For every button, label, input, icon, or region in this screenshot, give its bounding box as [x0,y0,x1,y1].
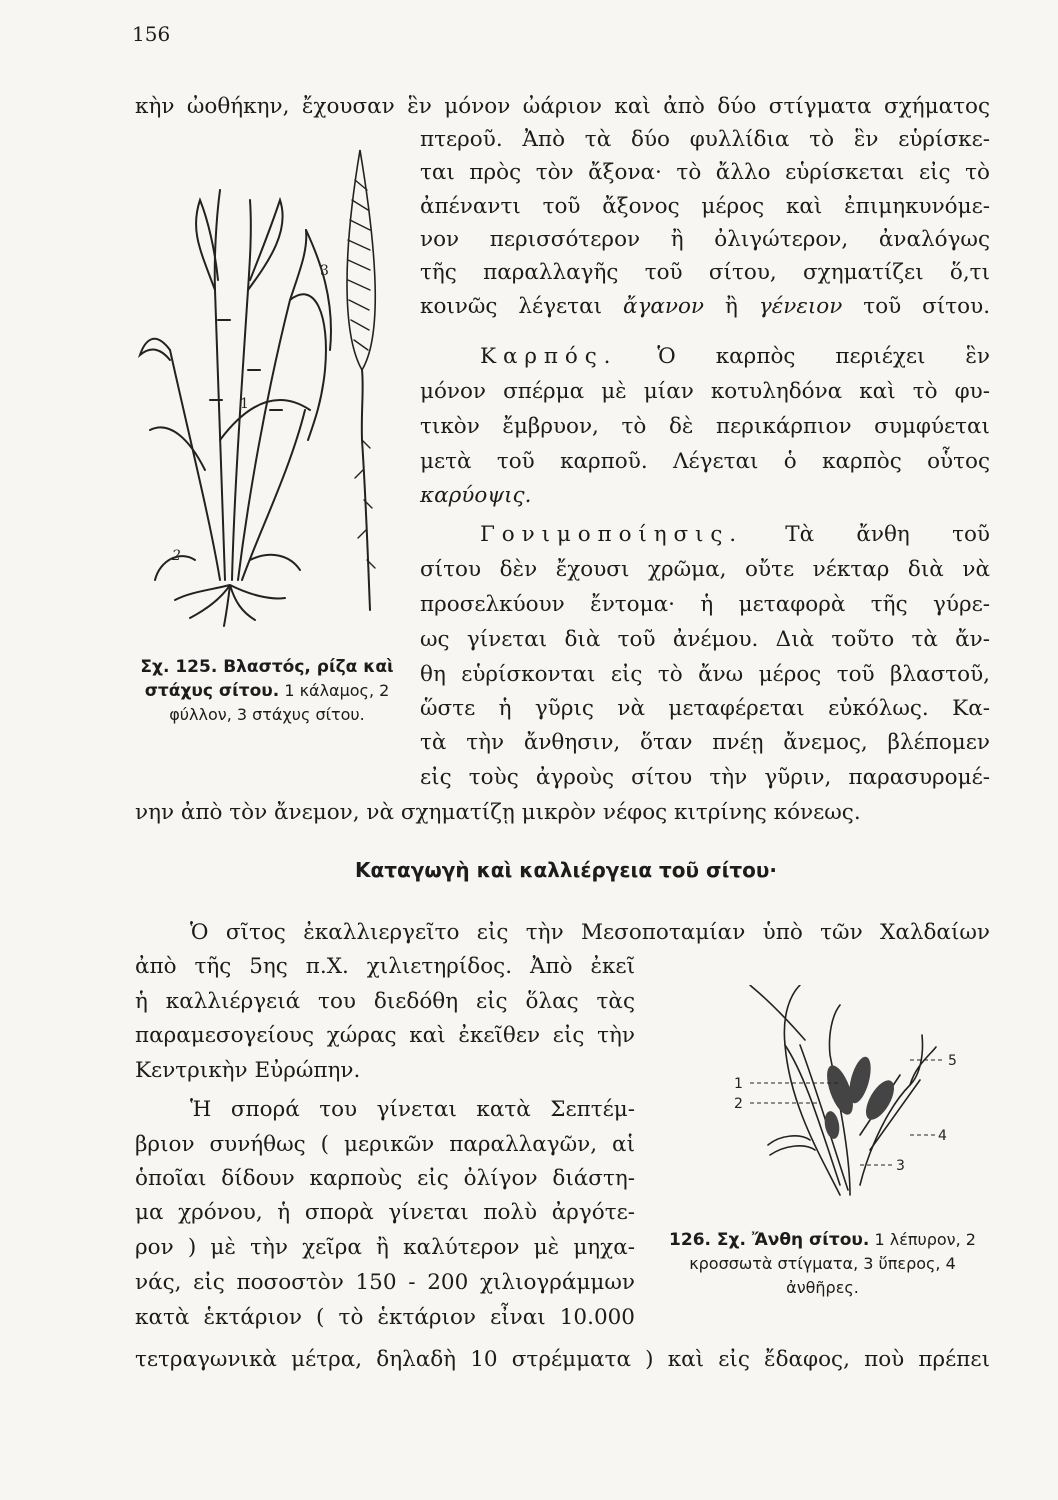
text-line: ἡ καλλιέργειά του διεδόθη εἰς ὅλας τὰς [135,989,635,1014]
text-line: ρον ) μὲ τὴν χεῖρα ἢ καλύτερον μὲ μηχα- [135,1235,635,1260]
text-line: σίτου δὲν ἔχουσι χρῶμα, οὔτε νέκταρ διὰ νὰ [420,557,990,582]
figure-125-caption-title: Σχ. 125. Βλαστός, ρίζα καὶ στάχυς σίτου. [140,657,394,701]
wheat-flower-illustration [710,985,975,1205]
term-aganon: ἄγανον [623,294,704,319]
text-line [420,292,990,322]
text-line: νον περισσότερον ἢ ὀλιγώτερον, ἀναλόγως [420,227,990,252]
text-line: κὴν ὠοθήκην, ἔχουσαν ἓν μόνον ὠάριον καὶ ἀπὸ δύο στίγματα σχήματος [135,94,990,119]
fig125-label-2: 2 [172,548,181,564]
text-line: παραμεσογείους χώρας καὶ ἐκεῖθεν εἰς τὴν [135,1023,635,1048]
figure-125-caption-text: 1 κάλαμος, 2 φύλλον, 3 στάχυς σίτου. [169,681,390,724]
text-line: πτεροῦ. Ἀπὸ τὰ δύο φυλλίδια τὸ ἓν εὑρίσκε- [420,127,990,152]
subheading-gonimopoiisis: Γονιμοποίησις. [480,522,743,547]
figure-126-wheat-flowers [710,985,975,1205]
text-line: Ὁ σῖτος ἐκαλλιεργεῖτο εἰς τὴν Μεσοποταμίαν ὑπὸ τῶν Χαλδαίων [190,920,990,945]
text-line: μόνον σπέρμα μὲ μίαν κοτυληδόνα καὶ τὸ φυ- [420,379,990,404]
fig126-label-5: 5 [948,1053,957,1069]
text-line: ὁποῖαι δίδουν καρποὺς εἰς ὀλίγον διάστη- [135,1166,635,1191]
fig126-label-1: 1 [734,1076,743,1092]
wheat-plant-illustration [130,140,395,630]
text-line: ἀπὸ τῆς 5ης π.Χ. χιλιετηρίδος. Ἀπὸ ἐκεῖ [135,954,635,979]
text-line [420,481,990,511]
text-line: τὰ τὴν ἄνθησιν, ὅταν πνέῃ ἄνεμος, βλέπομεν [420,730,990,755]
term-geneion: γένειον [758,294,843,319]
figure-126-caption-title: 126. Σχ. Ἄνθη σίτου. [669,1230,870,1250]
text-line: τετραγωνικὰ μέτρα, δηλαδὴ 10 στρέμματα ) καὶ εἰς ἔδαφος, ποὺ πρέπει [135,1347,990,1372]
term-karyopsis: καρύοψις. [420,483,532,508]
text-line [420,520,990,550]
text-line: ως γίνεται διὰ τοῦ ἀνέμου. Διὰ τοῦτο τὰ ἄν- [420,627,990,652]
text-line: μετὰ τοῦ καρποῦ. Λέγεται ὁ καρπὸς οὗτος [420,449,990,474]
page-number: 156 [132,22,171,46]
text-line: θη εὑρίσκονται εἰς τὸ ἄνω μέρος τοῦ βλαστοῦ, [420,662,990,687]
fig125-label-1: 1 [240,396,249,412]
figure-126-caption-text: 1 λέπυρον, 2 κροσσωτὰ στίγματα, 3 ὕπερος, 4 ἀνθῆρες. [689,1230,976,1297]
text-span: κοινῶς λέγεται [420,294,603,319]
text-line: κατὰ ἑκτάριον ( τὸ ἑκτάριον εἶναι 10.000 [135,1305,635,1330]
text-line: νάς, εἰς ποσοστὸν 150 - 200 χιλιογράμμων [135,1270,635,1295]
text-span: τοῦ σίτου. [863,294,991,319]
fig126-label-3: 3 [896,1158,905,1174]
text-line: Κεντρικὴν Εὐρώπην. [135,1058,361,1083]
text-line: μα χρόνου, ἡ σπορὰ γίνεται πολὺ ἀργότε- [135,1200,635,1225]
text-span: Τὰ ἄνθη τοῦ [785,522,990,547]
text-span: Ὁ καρπὸς περιέχει ἓν [657,344,990,369]
text-span: ἢ [724,294,738,319]
text-line: βριον συνήθως ( μερικῶν παραλλαγῶν, αἱ [135,1132,635,1157]
text-line: ται πρὸς τὸν ἄξονα· τὸ ἄλλο εὑρίσκεται εἰς τὸ [420,160,990,185]
text-line: ὥστε ἡ γῦρις νὰ μεταφέρεται εὐκόλως. Κα- [420,696,990,721]
fig125-label-3: 3 [320,263,329,279]
text-line: νην ἀπὸ τὸν ἄνεμον, νὰ σχηματίζῃ μικρὸν νέφος κιτρίνης κόνεως. [135,800,861,825]
text-line: τικὸν ἔμβρυον, τὸ δὲ περικάρπιον συμφύεται [420,414,990,439]
text-line: εἰς τοὺς ἀγροὺς σίτου τὴν γῦριν, παρασυρομέ- [420,765,990,790]
fig126-label-2: 2 [734,1096,743,1112]
figure-125-wheat-plant [130,140,395,630]
figure-125-caption [132,655,402,727]
text-line: προσελκύουν ἔντομα· ἡ μεταφορὰ τῆς γύρε- [420,592,990,617]
fig126-label-4: 4 [938,1128,947,1144]
text-line: Ἡ σπορά του γίνεται κατὰ Σεπτέμ- [190,1097,635,1122]
text-line: τῆς παραλλαγῆς τοῦ σίτου, σχηματίζει ὅ,τι [420,260,990,285]
subheading-karpos: Καρπός. [480,344,618,369]
text-line: ἀπέναντι τοῦ ἄξονος μέρος καὶ ἐπιμηκυνόμε- [420,194,990,219]
figure-126-caption [655,1228,990,1300]
section-heading: Καταγωγὴ καὶ καλλιέργεια τοῦ σίτου· [355,858,777,882]
text-line [420,342,990,372]
